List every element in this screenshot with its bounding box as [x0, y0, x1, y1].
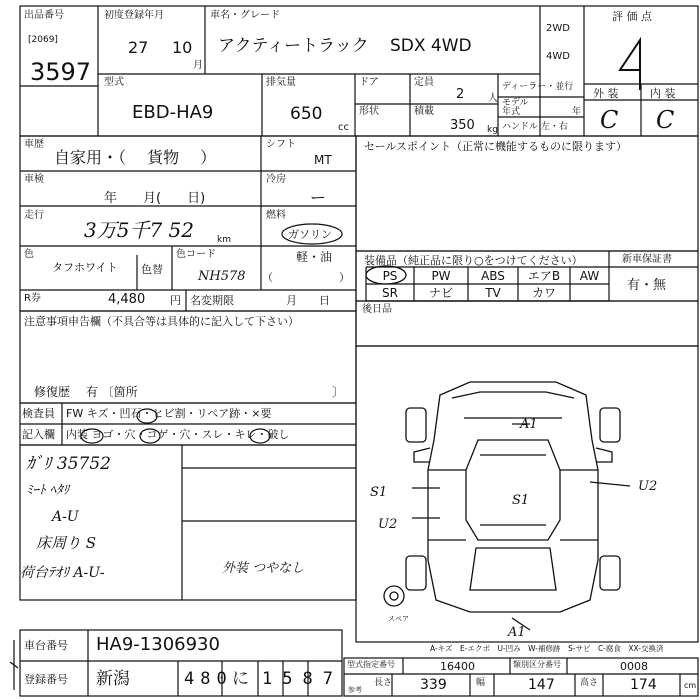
plate-label: 登録番号: [24, 673, 68, 686]
ac-value: ー: [310, 188, 327, 207]
shift-value: MT: [314, 153, 332, 167]
diagram-spare: スペア: [388, 615, 409, 623]
int-grade: C: [656, 106, 675, 134]
warranty-label: 新車保証書: [622, 254, 672, 265]
sales-label: セールスポイント（正常に機能するものに限ります）: [364, 140, 628, 153]
dealer-label: ディーラー・並行: [502, 82, 574, 92]
recycle-unit: 円: [170, 294, 181, 307]
fuel-paren: （ ）: [262, 271, 350, 284]
hand-line-2: ﾐｰﾄ ﾍﾀﾘ: [26, 483, 70, 498]
equip-abs: ABS: [481, 269, 505, 283]
load-unit: kg: [487, 125, 498, 135]
class-value: 0008: [620, 660, 648, 673]
diagram-u2-right: U2: [638, 479, 658, 494]
entry-label: 記入欄: [22, 428, 55, 441]
caution-label: 注意事項申告欄（不具合等は具体的に記入して下さい）: [24, 315, 299, 328]
grade: SDX 4WD: [390, 36, 472, 56]
type-label: 型式: [104, 77, 124, 88]
ref-label: 参考: [348, 686, 362, 694]
model-year-label: モデル 年式: [502, 98, 529, 118]
equipment-label: 装備品（純正品に限り○をつけてください）: [364, 254, 583, 267]
reg-label: 初度登録年月: [104, 10, 164, 21]
plate-kana: に: [232, 669, 249, 689]
recycle-label: R券: [24, 293, 41, 304]
fuel-label: 燃料: [266, 210, 286, 221]
width-label: 幅: [476, 678, 486, 688]
mileage-value: 3万5千7 52: [84, 218, 194, 242]
warranty-value: 有・無: [627, 278, 667, 293]
reg-month: 10: [172, 38, 193, 57]
fuel-gas: ガソリン: [288, 228, 332, 241]
mileage-label: 走行: [24, 210, 44, 221]
month-unit: 月: [193, 60, 203, 71]
history-label: 車歴: [24, 139, 44, 150]
int-label: 内 装: [650, 87, 676, 100]
color-label: 色: [24, 249, 34, 260]
equip-tv: TV: [485, 286, 501, 300]
height-label: 高さ: [580, 678, 599, 688]
load-value: 350: [450, 118, 475, 133]
diagram-a1-bottom: A1: [508, 625, 526, 640]
equip-navi: ナビ: [428, 286, 453, 300]
hand-line-3: A-U: [52, 509, 79, 525]
score-label: 評 価 点: [612, 10, 652, 23]
chassis-value: HA9-1306930: [96, 634, 220, 655]
color-value: タフホワイト: [52, 261, 118, 274]
hand-line-6: 外装 つやなし: [222, 561, 305, 576]
inspector-row2: 内装 ヨゴ・穴・コゲ・穴・スレ・キレ・破し: [66, 428, 290, 441]
diagram-s1-center: S1: [512, 493, 530, 508]
name-label: 車名・グレード: [210, 10, 280, 21]
inspect-value: 年 月( 日): [104, 191, 206, 206]
inspect-label: 車検: [24, 174, 44, 185]
fuel-light: 軽・油: [296, 250, 333, 264]
name-change-label: 名変期限: [190, 294, 234, 307]
year-unit: 年: [572, 107, 582, 117]
chassis-label: 車台番号: [24, 639, 68, 652]
length-value: 339: [420, 677, 447, 693]
handle-label: ハンドル 左・右: [502, 122, 568, 132]
equip-aw: AW: [579, 269, 600, 283]
reg-year: 27: [128, 38, 149, 57]
equip-sr: SR: [382, 286, 398, 300]
equip-leather: カワ: [531, 286, 556, 300]
drive-4wd: 4WD: [546, 51, 570, 62]
repair-close: 〕: [332, 385, 345, 399]
repair-label: 修復歴 有 〔箇所: [34, 385, 138, 399]
class-label: 類別区分番号: [513, 660, 561, 669]
mileage-unit: km: [217, 235, 231, 245]
drive-2wd: 2WD: [546, 23, 570, 34]
plate-class: 480: [184, 669, 233, 689]
cap-unit: 人: [488, 93, 498, 104]
damage-legend: A-キズ E-エクボ U-凹み W-補修跡 S-サビ C-腐食 XX-交換済: [430, 644, 664, 653]
door-label: ドア: [359, 77, 379, 88]
color-code-label: 色コード: [176, 249, 216, 260]
disp-value: 650: [290, 104, 323, 124]
recycle-value: 4,480: [108, 292, 146, 307]
color-change-label: 色替: [141, 263, 163, 276]
type-value: EBD-HA9: [132, 102, 214, 123]
after-label: 後日品: [362, 304, 392, 315]
diagram-a1-top: A1: [520, 417, 538, 432]
model-name: アクティートラック: [218, 36, 369, 56]
lot-number: 3597: [30, 58, 92, 86]
type-designation-value: 16400: [440, 660, 475, 673]
length-label: 長さ: [374, 678, 393, 688]
ac-label: 冷房: [266, 174, 286, 185]
ext-label: 外 装: [593, 87, 619, 100]
history-value: 自家用・（ 貨物 ）: [54, 148, 217, 167]
shift-label: シフト: [266, 139, 296, 150]
width-value: 147: [528, 677, 555, 693]
diagram-u2-left: U2: [378, 517, 398, 532]
hand-line-4: 床周り S: [36, 534, 97, 552]
inspector-label: 検査員: [22, 407, 55, 420]
ext-grade: C: [600, 106, 619, 134]
plate-number: 1587: [262, 669, 343, 689]
lot-label: 出品番号: [24, 10, 64, 21]
color-code-value: NH578: [198, 269, 246, 284]
hand-line-5: 荷台ﾃｵﾘ A-U-: [20, 565, 105, 581]
plate-region: 新潟: [96, 669, 130, 689]
diagram-s1-left: S1: [370, 485, 388, 500]
equip-pw: PW: [431, 269, 451, 283]
name-change-value: 月 日: [286, 294, 330, 307]
equip-airbag: エアB: [527, 269, 561, 283]
shape-label: 形状: [359, 106, 379, 117]
cm-unit: cm: [684, 681, 697, 690]
disp-unit: cc: [338, 122, 349, 133]
type-designation-label: 型式指定番号: [347, 660, 395, 669]
load-label: 積載: [414, 106, 434, 117]
equip-ps: PS: [382, 269, 398, 283]
disp-label: 排気量: [266, 77, 296, 88]
height-value: 174: [630, 677, 657, 693]
lot-sub: [2069]: [28, 35, 58, 45]
hand-line-1: ｶﾞﾘ 35752: [26, 454, 111, 474]
cap-label: 定員: [414, 77, 434, 88]
cap-value: 2: [456, 87, 465, 102]
inspector-row1: FW キズ・凹石・ヒビ割・リペア跡・×要: [66, 407, 272, 420]
